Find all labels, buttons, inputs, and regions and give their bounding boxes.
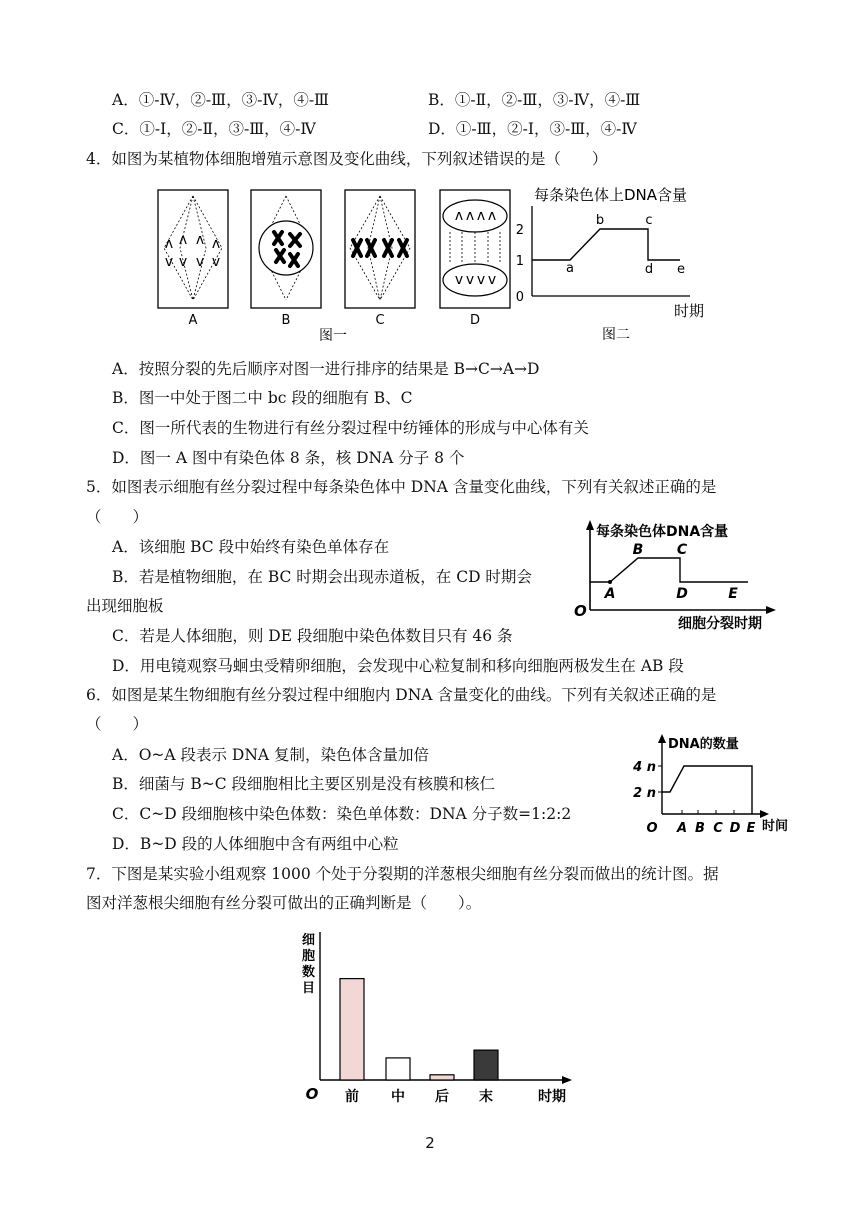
q3-option-d: D．①-Ⅲ，②-Ⅰ，③-Ⅲ，④-Ⅳ (428, 120, 637, 138)
q6-stem: 6．如图是某生物细胞有丝分裂过程中细胞内 DNA 含量变化的曲线。下列有关叙述正确的是 (86, 686, 717, 704)
q6-xtick-e: E (746, 821, 756, 836)
cell-label-d: D (469, 313, 481, 328)
q3-option-a: A．①-Ⅳ，②-Ⅲ，③-Ⅳ，④-Ⅲ (112, 91, 330, 109)
svg-text:ʌ: ʌ (211, 236, 221, 252)
q5-point-b: B (632, 542, 644, 558)
q4-stem: 4．如图为某植物体细胞增殖示意图及变化曲线，下列叙述错误的是（ ） (86, 150, 608, 168)
fig2-ytick-2: 2 (515, 223, 524, 238)
q6-fig-xlabel: 时间 (762, 819, 789, 834)
q7-xlabel: 时期 (538, 1089, 566, 1105)
svg-text:ʌ: ʌ (164, 236, 174, 252)
q5-point-c: C (676, 542, 688, 558)
category-label-2: 中 (391, 1089, 405, 1105)
svg-text:ʌ: ʌ (476, 208, 486, 224)
svg-text:v: v (164, 254, 174, 270)
category-label-3: 后 (435, 1089, 449, 1105)
q7-bar-chart (294, 926, 584, 1112)
q6-option-a: A．O~A 段表示 DNA 复制，染色体含量加倍 (112, 746, 430, 764)
svg-text:v: v (476, 272, 486, 288)
fig2-point-b: b (595, 213, 605, 228)
q6-xtick-b: B (695, 821, 705, 836)
bar-3 (430, 1075, 454, 1080)
page-number: 2 (425, 1134, 435, 1152)
fig2-point-c: c (645, 213, 653, 228)
q7-ylabel: 细胞数目 (302, 933, 316, 996)
q6-fig-ylabel: DNA的数量 (668, 737, 739, 752)
figure-2-caption: 图二 (602, 327, 630, 343)
q6-xtick-o: O (646, 821, 658, 836)
q5-stem: 5．如图表示细胞有丝分裂过程中每条染色体中 DNA 含量变化曲线，下列有关叙述正确的是 (86, 478, 717, 496)
svg-text:v: v (465, 272, 475, 288)
svg-text:v: v (487, 272, 497, 288)
svg-text:v: v (454, 272, 464, 288)
fig2-point-a: a (566, 261, 574, 276)
q6-ytick-4n: 4 n (633, 760, 656, 775)
q6-option-c: C．C~D 段细胞核中染色体数：染色单体数：DNA 分子数=1:2:2 (112, 805, 572, 823)
q6-figure (633, 730, 804, 838)
q5-figure (568, 518, 778, 630)
fig2-ytick-0: 0 (515, 290, 524, 305)
cell-label-c: C (375, 313, 385, 328)
q5-point-e: E (728, 586, 738, 602)
q6-xtick-c: C (713, 821, 723, 836)
q3-option-c: C．①-Ⅰ，②-Ⅱ，③-Ⅲ，④-Ⅳ (112, 120, 316, 138)
q5-option-a: A．该细胞 BC 段中始终有染色单体存在 (112, 538, 390, 556)
cell-label-b: B (281, 313, 291, 328)
bar-1 (340, 979, 364, 1080)
q3-option-b: B．①-Ⅱ，②-Ⅲ，③-Ⅳ，④-Ⅲ (428, 91, 641, 109)
svg-text:ʌ: ʌ (178, 232, 188, 248)
q5-option-b-line1: B．若是植物细胞，在 BC 时期会出现赤道板，在 CD 时期会 (112, 568, 532, 586)
q6-paren: （ ） (86, 715, 149, 733)
q5-point-d: D (676, 586, 688, 602)
figure-1-caption: 图一 (319, 328, 347, 344)
q5-option-c: C．若是人体细胞，则 DE 段细胞中染色体数目只有 46 条 (112, 627, 513, 645)
fig2-point-d: d (644, 262, 654, 277)
q4-figure-1 (150, 188, 520, 348)
svg-text:v: v (178, 254, 188, 270)
q4-option-b: B．图一中处于图二中 bc 段的细胞有 B、C (112, 389, 413, 407)
svg-text:ʌ: ʌ (195, 232, 205, 248)
q5-option-d: D．用电镜观察马蛔虫受精卵细胞，会发现中心粒复制和移向细胞两极发生在 AB 段 (112, 657, 684, 675)
q7-stem-line2: 图对洋葱根尖细胞有丝分裂可做出的正确判断是（ ）。 (86, 894, 482, 912)
q4-figure-2 (512, 184, 722, 346)
q7-stem-line1: 7．下图是某实验小组观察 1000 个处于分裂期的洋葱根尖细胞有丝分裂而做出的统计图。据 (86, 865, 719, 883)
svg-text:v: v (211, 254, 221, 270)
q4-option-c: C．图一所代表的生物进行有丝分裂过程中纺锤体的形成与中心体有关 (112, 419, 589, 437)
q5-point-a: A (604, 586, 616, 602)
q4-option-d: D．图一 A 图中有染色体 8 条，核 DNA 分子 8 个 (112, 449, 465, 467)
svg-text:ʌ: ʌ (465, 208, 475, 224)
q6-option-d: D．B~D 段的人体细胞中含有两组中心粒 (112, 835, 399, 853)
q5-fig-origin: O (574, 602, 587, 620)
q6-xtick-a: A (676, 821, 688, 836)
svg-text:ʌ: ʌ (454, 208, 464, 224)
q6-ytick-2n: 2 n (633, 786, 656, 801)
fig2-ylabel: 每条染色体上DNA含量 (534, 186, 688, 204)
q5-option-b-line2: 出现细胞板 (86, 597, 164, 615)
bar-4 (474, 1050, 498, 1080)
q4-option-a: A．按照分裂的先后顺序对图一进行排序的结果是 B→C→A→D (112, 360, 540, 378)
category-label-4: 末 (479, 1089, 493, 1105)
q5-fig-xlabel: 细胞分裂时期 (678, 616, 762, 632)
q7-origin: O (305, 1085, 319, 1103)
bar-2 (386, 1058, 410, 1080)
category-label-1: 前 (345, 1089, 359, 1105)
q6-option-b: B．细菌与 B~C 段细胞相比主要区别是没有核膜和核仁 (112, 775, 495, 793)
q5-fig-ylabel: 每条染色体DNA含量 (596, 524, 729, 540)
cell-label-a: A (188, 313, 198, 328)
fig2-xlabel: 时期 (674, 302, 705, 320)
fig2-ytick-1: 1 (515, 254, 524, 269)
fig2-point-e: e (677, 262, 685, 277)
svg-text:v: v (195, 254, 205, 270)
q6-xtick-d: D (729, 821, 741, 836)
q5-paren: （ ） (86, 508, 149, 526)
svg-text:ʌ: ʌ (487, 208, 497, 224)
